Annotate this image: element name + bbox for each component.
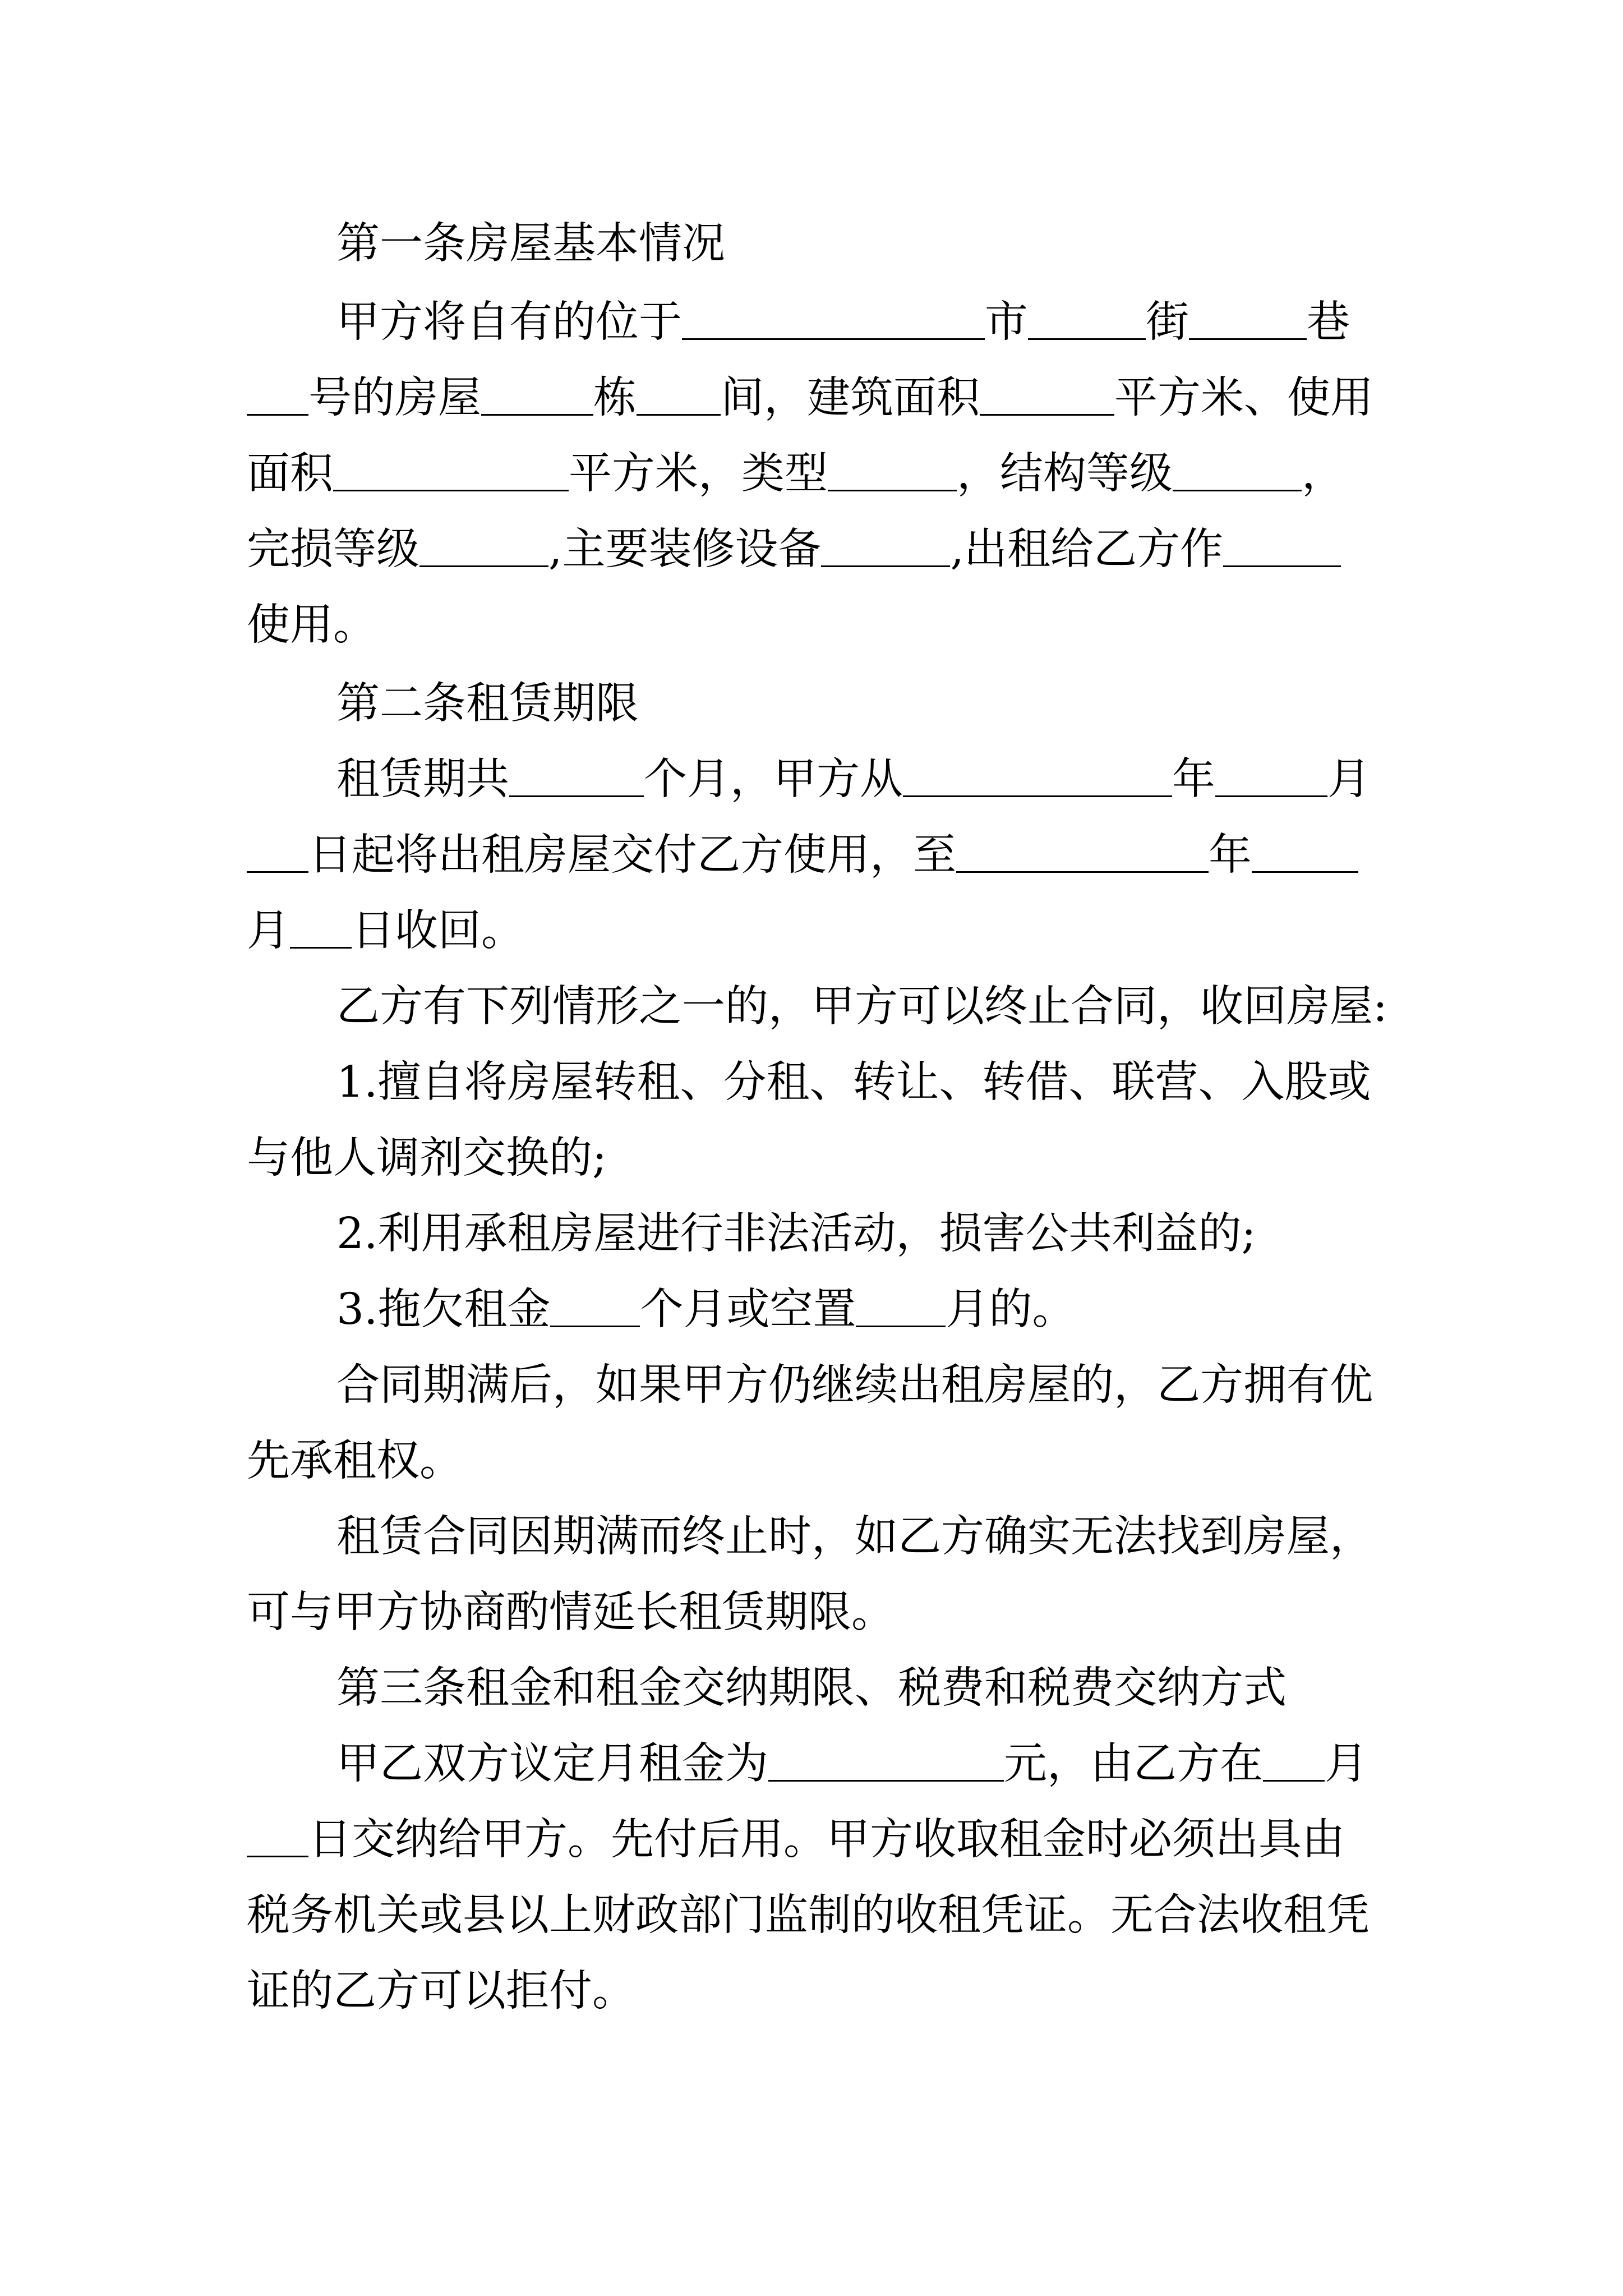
text-line	[247, 1130, 1391, 1186]
fill-in-blank	[768, 1741, 1004, 1782]
line-text: 月	[1327, 754, 1371, 804]
fill-in-blank	[1028, 299, 1146, 340]
line-text: 3.拖欠租金	[336, 1285, 551, 1335]
text-line	[247, 1812, 1391, 1868]
text-line	[247, 827, 1391, 884]
fill-in-blank	[1223, 526, 1341, 567]
line-text: 先承租权。	[247, 1436, 463, 1486]
fill-in-blank	[290, 908, 352, 949]
line-text: 可与甲方协商酌情延长租赁期限。	[247, 1588, 895, 1637]
text-line	[336, 216, 1391, 272]
fill-in-blank	[550, 1286, 640, 1327]
text-line	[247, 1585, 1391, 1641]
line-text: 号的房屋	[308, 373, 481, 423]
line-text: 面积	[247, 449, 333, 499]
line-text: 月的。	[946, 1285, 1076, 1335]
fill-in-blank	[980, 375, 1114, 416]
line-text: ,出租给乙方作	[950, 524, 1223, 574]
text-line	[247, 597, 1391, 654]
fill-in-blank	[247, 1816, 308, 1857]
fill-in-blank	[856, 1286, 946, 1327]
line-text: 平方米，类型	[569, 449, 828, 499]
line-text: 2.利用承租房屋进行非法活动，损害公共利益的;	[336, 1209, 1256, 1259]
text-line	[336, 1358, 1391, 1414]
text-line	[336, 752, 1391, 808]
line-text: 栋	[593, 373, 637, 423]
line-text: 平方米、使用	[1114, 373, 1373, 423]
line-text: 第一条房屋基本情况	[336, 219, 725, 269]
line-text: 日起将出租房屋交付乙方使用，至	[308, 830, 956, 880]
text-line	[336, 1055, 1391, 1111]
line-text: 租赁合同因期满而终止时，如乙方确实无法找到房屋，	[336, 1512, 1373, 1562]
fill-in-blank	[1189, 299, 1307, 340]
fill-in-blank	[419, 526, 548, 567]
line-text: 第二条租赁期限	[336, 679, 639, 729]
line-text: 个月或空置	[640, 1285, 856, 1335]
line-text: 1.擅自将房屋转租、分租、转让、转借、联营、入股或	[336, 1057, 1371, 1107]
fill-in-blank	[247, 832, 308, 873]
fill-in-blank	[1173, 450, 1302, 491]
line-text: 完损等级	[247, 524, 419, 574]
line-text: 使用。	[247, 600, 376, 650]
line-text: 日收回。	[352, 906, 524, 956]
fill-in-blank	[956, 832, 1209, 873]
text-line	[336, 1736, 1391, 1792]
fill-in-blank	[509, 756, 644, 797]
text-line	[336, 1660, 1391, 1717]
fill-in-blank	[903, 756, 1172, 797]
line-text: 第三条租金和租金交纳期限、税费和税费交纳方式	[336, 1663, 1287, 1713]
fill-in-blank	[333, 450, 569, 491]
text-line	[336, 295, 1391, 351]
line-text: ，结构等级	[957, 449, 1173, 499]
fill-in-blank	[1252, 832, 1358, 873]
text-line	[336, 1282, 1391, 1338]
text-line	[247, 1888, 1391, 1944]
fill-in-blank	[821, 526, 950, 567]
fill-in-blank	[637, 375, 721, 416]
line-text: 年	[1209, 830, 1252, 880]
line-text: 街	[1146, 297, 1189, 347]
line-text: 与他人调剂交换的;	[247, 1133, 607, 1183]
line-text: 乙方有下列情形之一的，甲方可以终止合同，收回房屋:	[336, 982, 1387, 1032]
text-line	[247, 1963, 1391, 2019]
fill-in-blank	[1263, 1741, 1325, 1782]
line-text: 租赁期共	[336, 754, 509, 804]
line-text: 税务机关或县以上财政部门监制的收租凭证。无合法收租凭	[247, 1890, 1370, 1940]
line-text: 巷	[1307, 297, 1350, 347]
line-text: 市	[985, 297, 1028, 347]
line-text: 日交纳给甲方。先付后用。甲方收取租金时必须出具由	[308, 1815, 1345, 1865]
text-line	[336, 1206, 1391, 1262]
fill-in-blank	[828, 450, 957, 491]
line-text: 元，由乙方在	[1004, 1739, 1263, 1789]
text-line	[336, 676, 1391, 732]
line-text: 证的乙方可以拒付。	[247, 1966, 635, 2016]
text-line	[247, 446, 1391, 502]
text-line	[247, 370, 1391, 426]
line-text: 合同期满后，如果甲方仍继续出租房屋的，乙方拥有优	[336, 1360, 1373, 1410]
fill-in-blank	[481, 375, 593, 416]
text-line	[247, 522, 1391, 578]
line-text: 甲乙双方议定月租金为	[336, 1739, 768, 1789]
line-text: 年	[1172, 754, 1215, 804]
line-text: 月	[1325, 1739, 1368, 1789]
line-text: 个月，甲方从	[644, 754, 903, 804]
fill-in-blank	[682, 299, 985, 340]
line-text: ,主要装修设备	[548, 524, 822, 574]
line-text: 甲方将自有的位于	[336, 297, 682, 347]
fill-in-blank	[1215, 756, 1327, 797]
text-line	[247, 903, 1391, 959]
line-text: 月	[247, 906, 290, 956]
text-line	[336, 979, 1391, 1035]
line-text: ，	[1302, 449, 1345, 499]
fill-in-blank	[247, 375, 308, 416]
line-text: 间，建筑面积	[721, 373, 980, 423]
text-line	[247, 1433, 1391, 1489]
text-line	[336, 1509, 1391, 1565]
